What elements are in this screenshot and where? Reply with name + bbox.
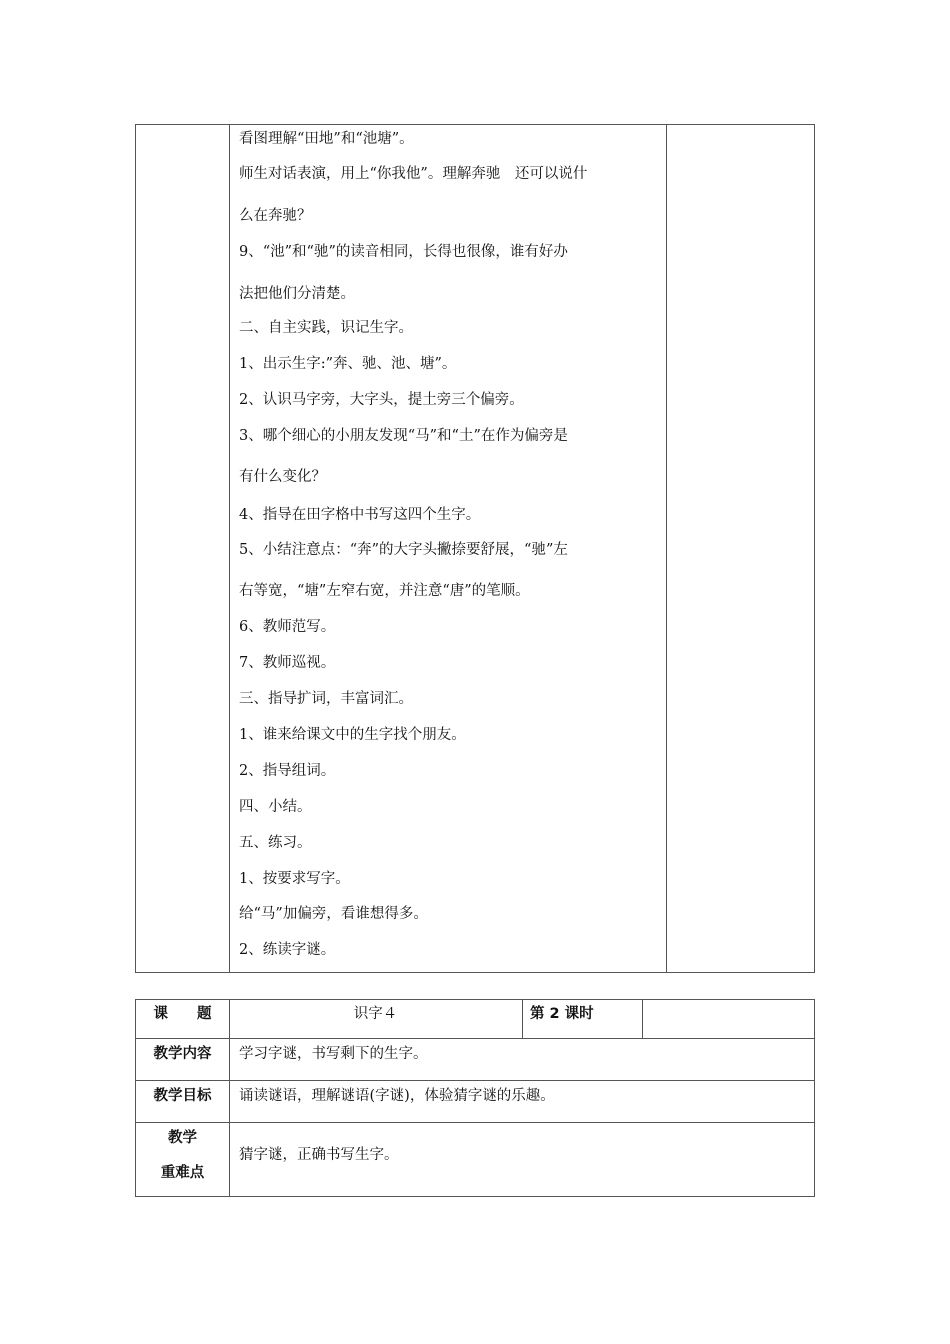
- text-line: 1、出示生字:”奔、驰、池、塘”。: [239, 356, 457, 372]
- difficulty-label-line2: 重难点: [160, 1165, 205, 1181]
- row-divider: [136, 1038, 814, 1039]
- text-line: 5、小结注意点：“奔”的大字头撇捺要舒展，“驰”左: [239, 542, 568, 558]
- text-line: 6、教师范写。: [239, 619, 336, 635]
- text-line: 7、教师巡视。: [239, 655, 336, 671]
- lesson-process-table: [135, 124, 815, 973]
- column-divider: [522, 1000, 523, 1038]
- column-divider: [642, 1000, 643, 1038]
- row-divider: [136, 1122, 814, 1123]
- lesson-info-table: [135, 999, 815, 1197]
- topic-label: 课 题: [153, 1006, 212, 1022]
- text-line: 法把他们分清楚。: [239, 286, 355, 302]
- row-divider: [136, 1080, 814, 1081]
- topic-value: 识字４: [353, 1006, 398, 1022]
- text-line: 三、指导扩词，丰富词汇。: [239, 691, 413, 707]
- difficulty-label-line1: 教学: [168, 1130, 197, 1146]
- text-line: 二、自主实践，识记生字。: [239, 320, 413, 336]
- text-line: 么在奔驰？: [239, 208, 312, 224]
- text-line: 有什么变化？: [239, 469, 326, 485]
- text-line: 看图理解“田地”和“池塘”。: [239, 131, 414, 147]
- content-label: 教学内容: [153, 1046, 212, 1062]
- text-line: 1、按要求写字。: [239, 871, 350, 887]
- text-line: 4、指导在田字格中书写这四个生字。: [239, 507, 481, 523]
- text-line: 2、指导组词。: [239, 763, 336, 779]
- text-line: 9、“池”和“驰”的读音相同，长得也很像，谁有好办: [239, 244, 568, 260]
- text-line: 师生对话表演，用上“你我他”。理解奔驰 还可以说什: [239, 166, 588, 182]
- text-line: 3、哪个细心的小朋友发现“马”和“土”在作为偏旁是: [239, 428, 568, 444]
- period-label: 第 2 课时: [530, 1006, 594, 1022]
- column-divider: [229, 1000, 230, 1196]
- text-line: 四、小结。: [239, 799, 312, 815]
- content-value: 学习字谜，书写剩下的生字。: [239, 1046, 428, 1062]
- goal-label: 教学目标: [153, 1088, 212, 1104]
- text-line: 1、谁来给课文中的生字找个朋友。: [239, 727, 466, 743]
- lesson-process-content: [230, 125, 670, 972]
- text-line: 五、练习。: [239, 835, 312, 851]
- text-line: 右等宽，“塘”左窄右宽，并注意“唐”的笔顺。: [239, 583, 530, 599]
- text-line: 2、认识马字旁，大字头，提土旁三个偏旁。: [239, 392, 524, 408]
- text-line: 2、练读字谜。: [239, 942, 336, 958]
- difficulty-value: 猜字谜，正确书写生字。: [239, 1147, 399, 1163]
- goal-value: 诵读谜语，理解谜语(字谜)，体验猜字谜的乐趣。: [239, 1088, 555, 1104]
- text-line: 给“马”加偏旁，看谁想得多。: [239, 906, 428, 922]
